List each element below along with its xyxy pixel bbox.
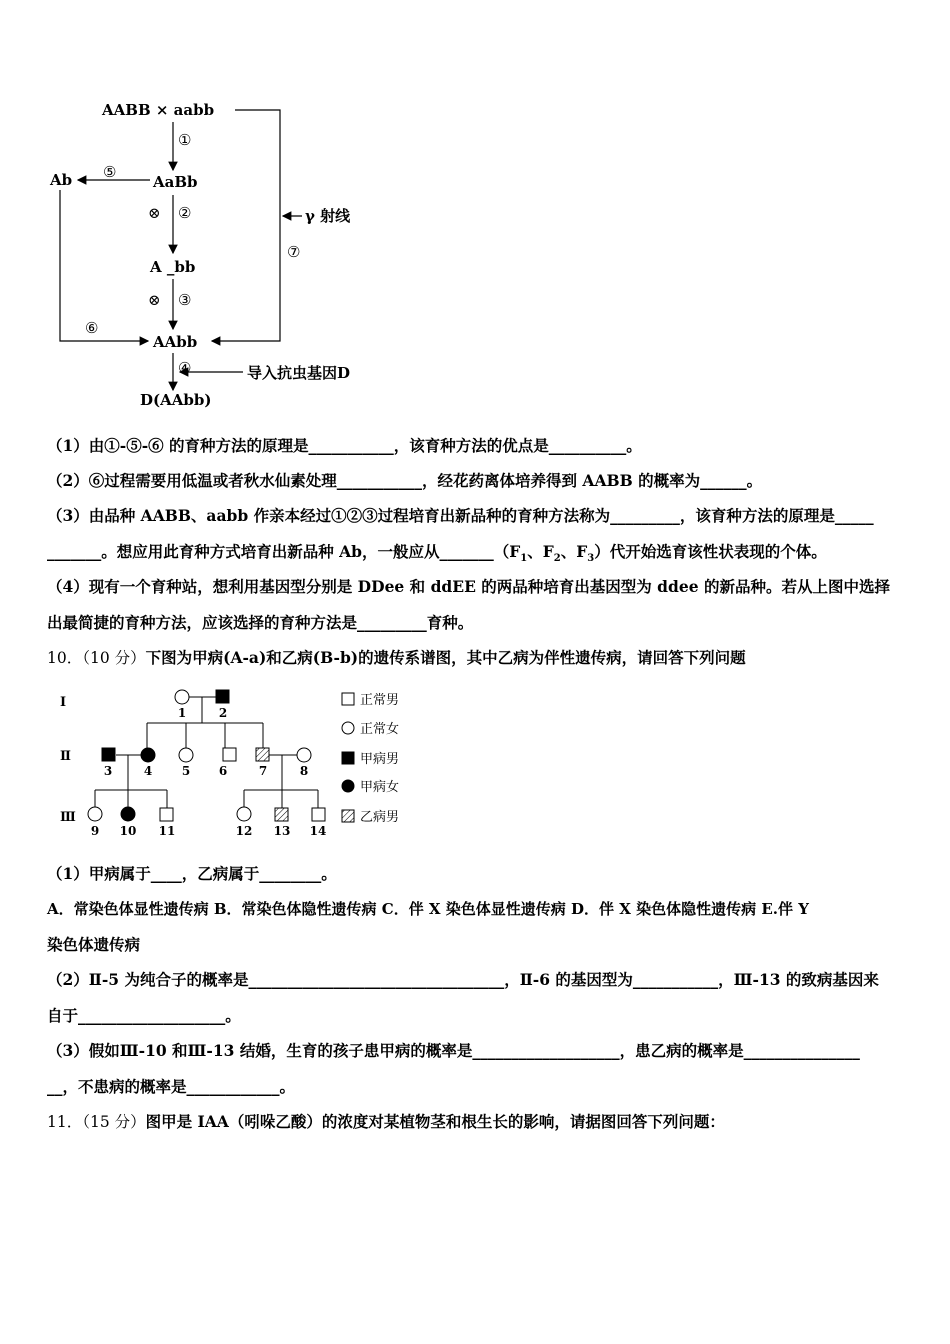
person-10-affected-a-female (121, 807, 135, 821)
legend-b-male-symbol (342, 810, 354, 822)
legend-a-male: 甲病男 (360, 752, 400, 767)
step-2: ② (178, 204, 192, 222)
legend-b-male: 乙病男 (360, 810, 400, 825)
id-2: 2 (218, 706, 228, 720)
q10-part2-line2: 自于___________________。 (47, 1006, 241, 1025)
q9-part3-pre: _______。想应用此育种方式培育出新品种 Ab，一般应从_______（F (47, 542, 521, 561)
f-sub-1: 1 (520, 553, 528, 565)
person-6-normal-male (223, 748, 236, 761)
q10-part2-line1: （2）Ⅱ-5 为纯合子的概率是_________________________________，Ⅱ-6 的基因型为___________，Ⅲ-13 的致病基因来 (47, 970, 879, 989)
legend-a-female-symbol (342, 780, 354, 792)
gen-label-1: Ⅰ (60, 695, 67, 710)
q9-part3-line2: _______。想应用此育种方式培育出新品种 Ab，一般应从$\_\_\_\_\_\_\_(F_1$、$F_2$、$F_3$）代开始选育该性状表现的个体。 (47, 542, 827, 565)
person-7-affected-b-male (256, 748, 269, 761)
person-13-affected-b-male (275, 808, 288, 821)
legend-a-female: 甲病女 (360, 780, 400, 795)
arrow-6 (60, 190, 148, 341)
id-3: 3 (103, 764, 113, 778)
a-bb-label: A _bb (150, 258, 196, 276)
id-7: 7 (258, 764, 268, 778)
step-1: ① (178, 131, 192, 149)
q10-part3-line2: __，不患病的概率是____________。 (47, 1077, 296, 1096)
gamma-label: γ 射线 (305, 207, 351, 225)
q9-part4-line2: 出最简捷的育种方法，应该选择的育种方法是_________育种。 (47, 613, 474, 632)
gen-label-3: Ⅲ (60, 810, 76, 825)
q10-part1: （1）甲病属于____，乙病属于________。 (47, 864, 337, 883)
q11-header (47, 1112, 725, 1132)
person-9-normal-female (88, 807, 102, 821)
q11-title: 图甲是 IAA（吲哚乙酸）的浓度对某植物茎和根生长的影响，请据图回答下列问题： (145, 1112, 725, 1131)
aabb-target-label: AAbb (153, 333, 198, 351)
legend-normal-male-symbol (342, 693, 354, 705)
q11-number: 11．（15 分） (47, 1113, 146, 1131)
q10-options-line1: A．常染色体显性遗传病 B．常染色体隐性遗传病 C．伴 X 染色体显性遗传病 D．伴 X 染色体隐性遗传病 E.伴 Y (47, 900, 809, 918)
step-4: ④ (178, 359, 192, 377)
ab-label: Ab (50, 171, 73, 189)
arrow-7 (212, 110, 280, 341)
id-6: 6 (218, 764, 228, 778)
id-10: 10 (119, 824, 137, 838)
selfing-symbol-2: ⊗ (148, 291, 161, 309)
q10-title: 下图为甲病(A-a)和乙病(B-b)的遗传系谱图，其中乙病为伴性遗传病，请回答下列问题 (145, 648, 746, 667)
id-5: 5 (181, 764, 191, 778)
selfing-symbol-1: ⊗ (148, 204, 161, 222)
legend-a-male-symbol (342, 752, 354, 764)
id-4: 4 (143, 764, 153, 778)
person-5-normal-female (179, 748, 193, 762)
id-14: 14 (309, 824, 327, 838)
q9-part2: （2）⑥过程需要用低温或者秋水仙素处理___________，经花药离体培养得到 AABB 的概率为______。 (47, 471, 763, 490)
legend-normal-female-symbol (342, 722, 354, 734)
person-11-normal-male (160, 808, 173, 821)
step-6: ⑥ (85, 319, 99, 337)
step-3: ③ (178, 291, 192, 309)
q9-part1: （1）由①-⑤-⑥ 的育种方法的原理是___________，该育种方法的优点是__________。 (47, 436, 642, 455)
id-1: 1 (177, 706, 187, 720)
id-8: 8 (299, 764, 309, 778)
q9-part4-line1: （4）现有一个育种站，想利用基因型分别是 DDee 和 ddEE 的两品种培育出基因型为 ddee 的新品种。若从上图中选择 (47, 577, 890, 596)
f1-label: AaBb (153, 173, 198, 191)
id-12: 12 (235, 824, 253, 838)
q10-part3-line1: （3）假如Ⅲ-10 和Ⅲ-13 结婚，生育的孩子患甲病的概率是___________________，患乙病的概率是_______________ (47, 1041, 860, 1060)
product-label: D(AAbb) (140, 391, 212, 409)
breeding-diagram (40, 95, 400, 415)
person-12-normal-female (237, 807, 251, 821)
step-7: ⑦ (287, 243, 301, 261)
q10-number: 10．（10 分） (47, 649, 146, 667)
person-1-normal-female (175, 690, 189, 704)
f-sub-2: 2 (553, 553, 561, 565)
f-sub-3: 3 (587, 553, 595, 565)
q9-part3-line1: （3）由品种 AABB、aabb 作亲本经过①②③过程培育出新品种的育种方法称为_________，该育种方法的原理是_____ (47, 506, 874, 525)
gen-label-2: Ⅱ (60, 749, 71, 764)
id-11: 11 (158, 824, 176, 838)
legend-normal-male: 正常男 (360, 693, 400, 708)
person-14-normal-male (312, 808, 325, 821)
pedigree-chart (50, 680, 430, 845)
gene-import-label: 导入抗虫基因D (247, 364, 351, 382)
step-5: ⑤ (103, 163, 117, 181)
person-2-affected-a-male (216, 690, 229, 703)
legend-normal-female: 正常女 (360, 722, 400, 737)
id-9: 9 (90, 824, 100, 838)
q9-part3-post: ）代开始选育该性状表现的个体。 (594, 542, 827, 561)
q10-header (47, 648, 746, 668)
id-13: 13 (273, 824, 291, 838)
parents-label: AABB × aabb (102, 101, 215, 119)
person-4-affected-a-female (141, 748, 155, 762)
person-8-normal-female (297, 748, 311, 762)
person-3-affected-a-male (102, 748, 115, 761)
q10-options-line2: 染色体遗传病 (47, 935, 141, 954)
